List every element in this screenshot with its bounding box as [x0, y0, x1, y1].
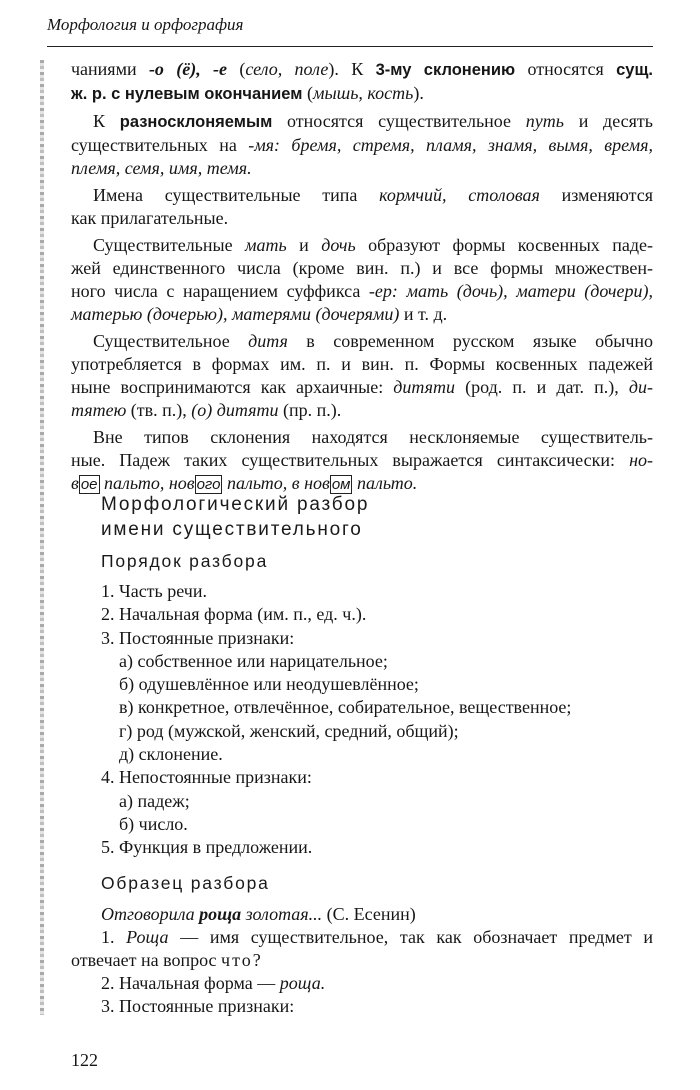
text-line: Имена существительные типа кормчий, столовая изменяются — [93, 185, 653, 205]
paragraph-5 — [71, 330, 653, 422]
list-item: 1. Часть речи. — [101, 581, 207, 601]
list-item: б) число. — [119, 813, 188, 834]
ending-box: ом — [331, 476, 351, 493]
text-line: как прилагательные. — [71, 208, 229, 228]
list-item: 4. Непостоянные признаки: — [101, 767, 312, 788]
order-heading: Порядок разбора — [101, 551, 269, 571]
list-item: 2. Начальная форма (им. п., ед. ч.). — [101, 604, 367, 625]
text-line: жей единственного числа (кроме вин. п.) и все формы множествен- — [71, 258, 653, 278]
text-line: Вне типов склонения находятся несклоняемые существитель- — [93, 427, 653, 447]
body-text — [71, 58, 653, 499]
list-item: в) конкретное, отвлечённое, собирательное, вещественное; — [119, 697, 572, 718]
list-item: а) падеж; — [119, 790, 190, 811]
section-heading-line: имени существительного — [101, 519, 363, 540]
sample-analysis — [71, 903, 654, 1018]
text-line: племя, семя, имя, темя. — [71, 158, 252, 178]
text-line: 1. Роща — имя существительное, так как обозначает предмет и — [101, 927, 654, 947]
list-item: г) род (мужской, женский, средний, общий); — [119, 720, 459, 741]
sample-quote: Отговорила роща золотая... (С. Есенин) — [101, 904, 416, 924]
text-line: 2. Начальная форма — роща. — [101, 973, 326, 993]
text-line: существительных на -мя: бремя, стремя, пламя, знамя, вымя, время, — [71, 135, 653, 155]
text-line: тятею (тв. п.), (о) дитяти (пр. п.). — [71, 400, 342, 420]
paragraph-6 — [71, 426, 653, 495]
header-rule — [47, 46, 653, 47]
text-line: ного числа с наращением суффикса -ер: мать (дочь), матери (дочери), — [71, 281, 653, 301]
sample-heading: Образец разбора — [101, 873, 270, 893]
text-line: чаниями -о (ё), -е (село, поле). К 3-му склонению относятся сущ. — [71, 59, 653, 79]
paragraph-1 — [71, 58, 653, 106]
text-line: ные. Падеж таких существительных выражается синтаксически: но- — [71, 450, 653, 470]
text-line: ныне воспринимаются как архаичные: дитяти (род. п. и дат. п.), ди- — [71, 377, 653, 397]
list-item: а) собственное или нарицательное; — [119, 650, 388, 671]
text-line: отвечает на вопрос что? — [71, 950, 261, 970]
text-line: ж. р. с нулевым окончанием (мышь, кость). — [71, 83, 424, 103]
section-heading — [101, 492, 369, 542]
section-heading-line: Морфологический разбор — [101, 494, 370, 515]
paragraph-4 — [71, 234, 653, 326]
order-list — [101, 580, 571, 860]
paragraph-2 — [71, 110, 653, 180]
list-item: 3. Постоянные признаки: — [101, 627, 295, 648]
page-number: 122 — [71, 1050, 98, 1070]
text-line: Существительное дитя в современном русском языке обычно — [93, 331, 654, 351]
text-line: матерью (дочерью), матерями (дочерями) и т. д. — [71, 304, 448, 324]
text-line: в ое пальто, нов ого пальто, в нов ом пальто. — [71, 473, 418, 493]
ending-box: ого — [196, 476, 221, 493]
list-item: д) склонение. — [119, 744, 223, 765]
paragraph-3 — [71, 184, 653, 230]
text-line: Существительные мать и дочь образуют формы косвенных паде- — [93, 235, 653, 255]
text-line: К разносклоняемым относятся существительное путь и десять — [93, 111, 653, 131]
running-head: Морфология и орфография — [47, 15, 244, 34]
scan-gutter-shadow — [40, 60, 44, 1015]
ending-box: ое — [80, 476, 98, 493]
text-line: 3. Постоянные признаки: — [101, 996, 295, 1016]
list-item: б) одушевлённое или неодушевлённое; — [119, 674, 419, 695]
text-line: употребляется в формах им. п. и вин. п. Формы косвенных падежей — [71, 354, 653, 374]
list-item: 5. Функция в предложении. — [101, 837, 313, 858]
